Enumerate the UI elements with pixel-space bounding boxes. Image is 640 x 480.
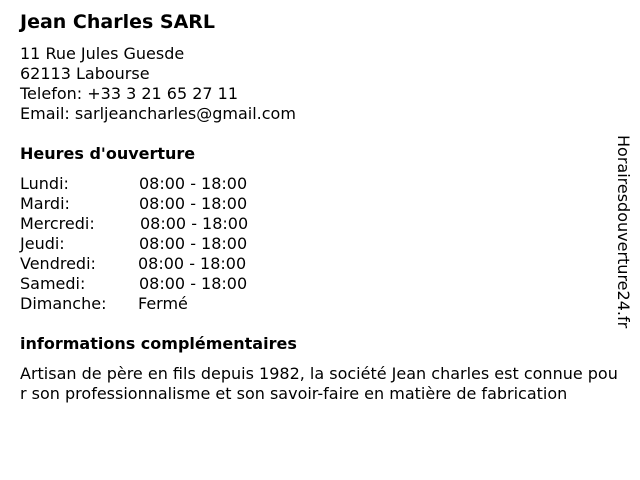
day-label: Dimanche: [20, 294, 107, 313]
hours-row-dimanche [20, 294, 320, 314]
opening-hours-heading: Heures d'ouverture [20, 144, 196, 163]
day-label: Samedi: [20, 274, 86, 293]
contact-details [20, 44, 296, 124]
day-label: Vendredi: [20, 254, 96, 273]
day-label: Lundi: [20, 174, 69, 193]
business-description: Artisan de père en fils depuis 1982, la société Jean charles est connue pour son professionnalisme et son savoir-faire en matière de fabrication [20, 364, 618, 403]
day-hours: 08:00 - 18:00 [139, 274, 248, 293]
hours-row-lundi [20, 174, 320, 194]
day-label: Mercredi: [20, 214, 95, 233]
day-label: Mardi: [20, 194, 70, 213]
hours-row-mardi [20, 194, 320, 214]
hours-row-samedi [20, 274, 320, 294]
city-postcode: 62113 Labourse [20, 64, 150, 83]
email-address: Email: sarljeancharles@gmail.com [20, 104, 296, 123]
site-watermark: Horairesdouverture24.fr [614, 135, 633, 329]
hours-row-vendredi [20, 254, 320, 274]
hours-row-mercredi [20, 214, 320, 234]
day-hours: 08:00 - 18:00 [140, 214, 249, 233]
phone-number: Telefon: +33 3 21 65 27 11 [20, 84, 239, 103]
day-hours: Fermé [138, 294, 188, 313]
business-name: Jean Charles SARL [20, 11, 216, 33]
day-hours: 08:00 - 18:00 [139, 194, 248, 213]
day-hours: 08:00 - 18:00 [139, 234, 248, 253]
hours-row-jeudi [20, 234, 320, 254]
day-label: Jeudi: [20, 234, 65, 253]
street-address: 11 Rue Jules Guesde [20, 44, 185, 63]
additional-info-heading: informations complémentaires [20, 334, 297, 353]
day-hours: 08:00 - 18:00 [138, 254, 247, 273]
day-hours: 08:00 - 18:00 [139, 174, 248, 193]
opening-hours-list [20, 174, 320, 314]
